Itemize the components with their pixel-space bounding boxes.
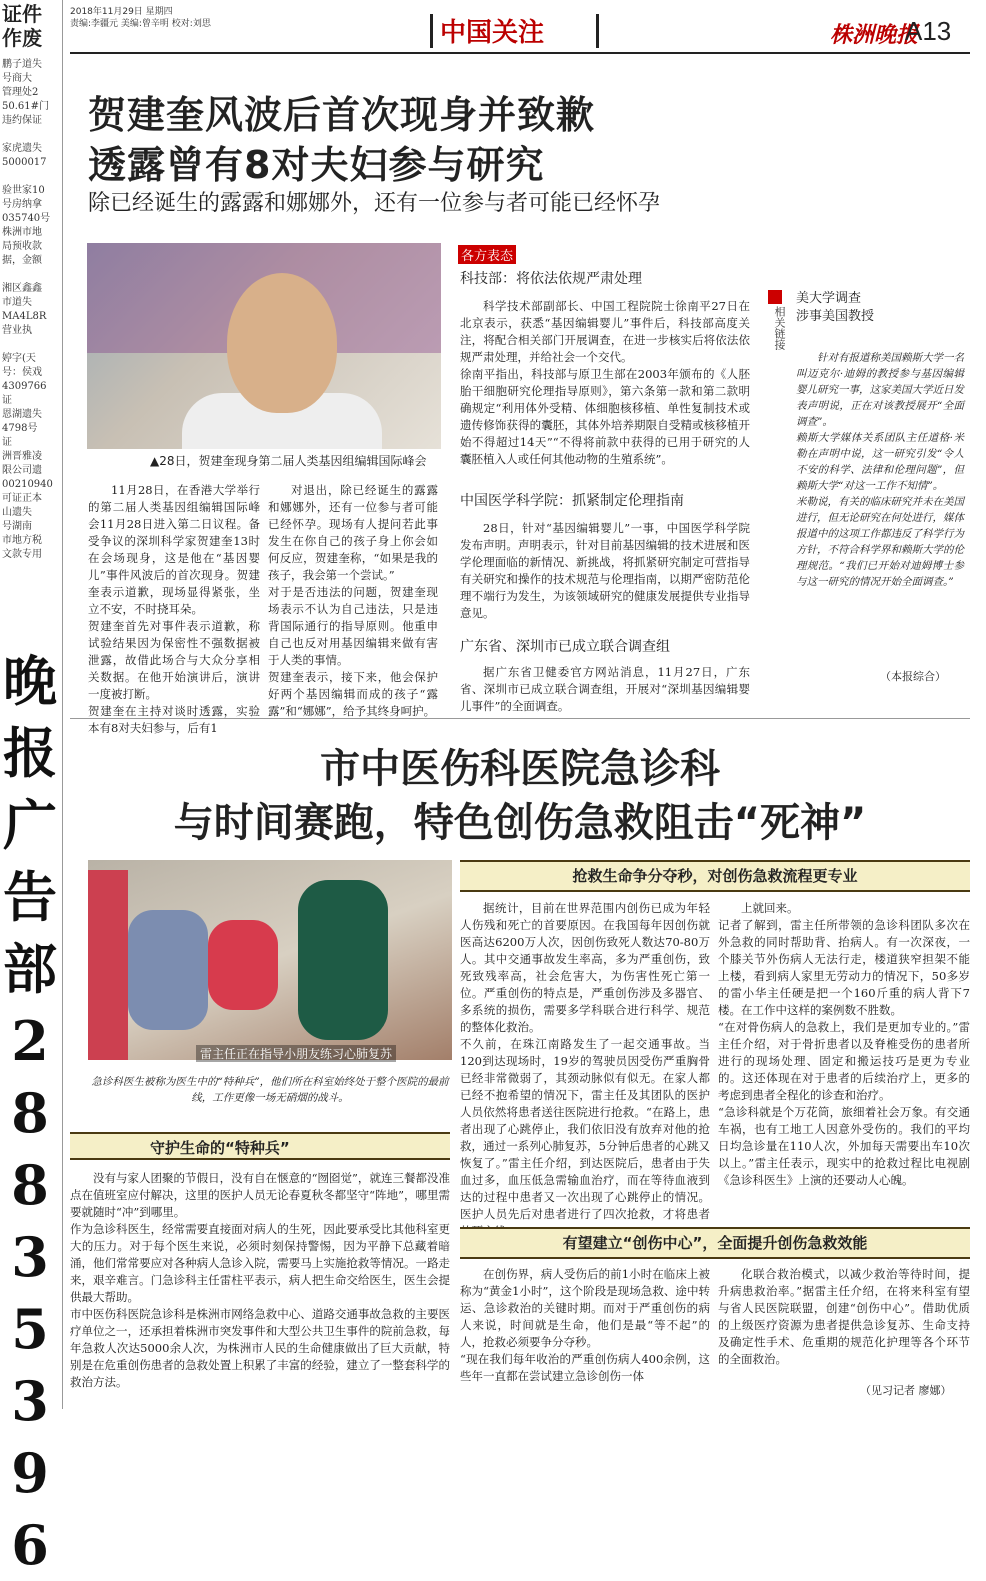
- story2-headline-line1: 市中医伤科医院急诊科: [320, 746, 720, 792]
- story2-mid-column-b: 在创伤界，病人受伤后的前1小时在临床上被称为“黄金1小时”，这个阶段是现场急救、途中转运、急诊救治的关键时期。而对于严重创伤的病人来说，时间就是生命，他们是最“等不起”的人，抢救必须要争分夺秒。 “现在我们每年收治的严重创伤病人400余例，这些年一直都在尝试建立急诊创伤一体: [460, 1267, 710, 1383]
- reaction3-heading: 广东省、深圳市已成立联合调查组: [460, 639, 670, 655]
- story2-section-banner-3: 守护生命的“特种兵”: [70, 1132, 450, 1160]
- ad-phone-vertical: 晚 报 广 告 部 2 8 8 3 5 3 9 6: [3, 649, 57, 1577]
- story2-section-banner-1: 抢救生命争分夺秒，对创伤急救流程更专业: [460, 860, 970, 892]
- issue-meta: 2018年11月29日 星期四 责编:李疆元 美编:曾辛明 校对:刘思: [70, 7, 211, 29]
- story1-photo-caption: ▲28日，贺建奎现身第二届人类基因组编辑国际峰会: [150, 454, 427, 468]
- story2-mid-column-a: 据统计，目前在世界范围内创伤已成为年轻人伤残和死亡的首要原因。在我国每年因创伤就医高达6200万人次，因创伤致死人数达70-80万人。其中交通事故发生率高，多为严重创伤，致死致残率高，社会危害大，为伤害性死亡第一位。严重创伤的特点是，严重创伤涉及多器官、多系统的损伤，需要多学科联合进行科学、规范的整体化救治。 不久前，在珠江南路发生了一起交通事故。当120到达现场时，19岁的驾驶员因受伤严重胸骨已经非常微弱了，其颈动脉似有似无。在家人都已经不抱希望的情况下，雷主任及其团队的医护人员依然将患者送往医院进行抢救。“在路上，患者出现了心跳停止，我们依旧没有放弃对他的抢救，通过一系列心肺复苏，5分钟后患者的心跳又恢复了。”雷主任介绍，到达医院后，患者由于失血过多，血压低急需输血治疗，而在等待血液到达的过程中患者又一次出现了心跳停止的情况。医护人员先后对患者进行了四次抢救，才将患者: [460, 901, 710, 1221]
- reaction2-heading: 中国医学科学院：抓紧制定伦理指南: [460, 493, 684, 509]
- notice-list: 鹏子道失 号商大 管理处2 50.61#门 违约保证 家虎遗失 5000017 验世家10 号房纳拿 035740号 株洲市地 局预收款 据，金额 湘区鑫鑫 市道失 MA4L8R 营业执 婷字(天 号：侯戏 4309766 证 恩湖遗失 4798号 证 洲晋雅凌 限公司遗 00210940 可证正本 山遗失 号湖南 市地方税 文款专用: [2, 59, 53, 560]
- page-number: A13: [905, 16, 952, 46]
- related-link-label: 相关链接: [773, 306, 786, 350]
- reactions-tag: 各方表态: [458, 245, 516, 264]
- story1-headline-line1: 贺建奎风波后首次现身并致歉: [88, 93, 596, 137]
- story1-headline: [88, 90, 595, 190]
- section-title: 中国关注: [440, 18, 545, 48]
- reaction1-text: 科学技术部副部长、中国工程院院士徐南平27日在北京表示，获悉“基因编辑婴儿”事件后，科技部高度关注，将配合相关部门开展调查，在进一步核实后将依法依规严肃处理，并给社会一个交代。 徐南平指出，科技部与原卫生部在2003年颁布的《人胚胎干细胞研究伦理指导原则》，第六条第一款和第二款明确规定“利用体外受精、体细胞核移植、单性复制技术或遗传修饰获得的囊胚，其体外培养期限自受精或核移植开始不得超过14天”“不得将前款中获得的已用于研究的人囊胚植入人或任何其他动物的生殖系统”。: [460, 299, 750, 466]
- story2-left-text: 没有与家人团聚的节假日，没有自在惬意的“囫囵觉”，就连三餐都没准点在值班室应付解决，这里的医护人员无论春夏秋冬都坚守“阵地”，哪里需要就随时“冲”到哪里。 作为急诊科医生，经常需要直接面对病人的生死，因此要承受比其他科室更大的压力。对于每个医生来说，必须时刻保持警惕，因为平静下总藏着暗涌，他们常常要应对各种病人急诊入院，需要马上实施抢救等情况。一路走来，艰辛难言。门急诊科主任雷柱平表示，病人把生命交给医生，医生会提供最大帮助。 市中医伤科医院急诊科是株洲市网络急救中心、道路交通事故急救的主要医疗单位之一，还承担着株洲市突发事件和大型公共卫生事件的院前急救，每年急救人次达5000余人次，为株洲市人民的生命健康做出了巨大贡献，特别是在危重创伤患者的急救处置上积累了丰富的经验，建立了一整套科学的救治方法。: [70, 1171, 450, 1389]
- story2-photo-note: 急诊科医生被称为医生中的“特种兵”，他们所在科室始终处于整个医院的最前线，工作更像一场无硝烟的战斗。: [91, 1076, 449, 1104]
- newspaper-logo: 株洲晚报: [830, 22, 919, 48]
- notice-title: 证件 作废: [2, 2, 42, 50]
- story2-credit: （见习记者 廖娜）: [860, 1384, 952, 1397]
- story1-photo: [87, 243, 441, 449]
- reaction1-heading: 科技部：将依法依规严肃处理: [460, 271, 642, 287]
- related-link-text: 针对有报道称美国赖斯大学一名叫迈克尔·迪姆的教授参与基因编辑婴儿研究一事，这家美国大学近日发表声明说，正在对该教授展开“全面调查”。 赖斯大学媒体关系团队主任道格·米勒在声明中说，这一研究引发“令人不安的科学、法律和伦理问题”，但赖斯大学“对这一工作不知情”。 米勒说，有关的临床研究并未在美国进行，但无论研究在何处进行，媒体报道中的这项工作都违反了科学行为方针，不符合科学界和赖斯大学的伦理规范。“我们已开始对迪姆博士参与这一研究的情况开始全面调查。”: [796, 352, 964, 588]
- story2-photo-caption: 雷主任正在指导小朋友练习心肺复苏: [196, 1045, 396, 1062]
- story2-right-column-a: 上就回来。 记者了解到，雷主任所带领的急诊科团队多次在外急救的同时帮助背、抬病人。有一次深夜，一个膝关节外伤病人无法行走，楼道狭窄担架不能上楼，看到病人家里无劳动力的情况下，50多岁的雷小华主任硬是把一个160斤重的病人背下7楼。在工作中这样的案例数不胜数。 “在对骨伤病人的急救上，我们是更加专业的。”雷主任介绍，对于骨折患者以及脊椎受伤的患者所进行的现场处理、固定和搬运技巧是更为专业的。这还体现在对于患者的后续治疗上，更多的考虑到患者全程化的诊查和治疗。 “急诊科就是个万花筒，旅细着社会万象。有交通车祸，也有工地工人因意外受伤的。我们的平均日均急诊量在110人次，外加每天需要出车10次以上。”雷主任表示，现实中的抢救过程比电视剧《急诊科医生》上演的还要动人心魄。: [718, 901, 970, 1187]
- story-divider: [70, 718, 970, 719]
- related-link-credit: （本报综合）: [880, 670, 946, 683]
- reaction3-text: 据广东省卫健委官方网站消息，11月27日，广东省、深圳市已成立联合调查组，开展对“深圳基因编辑婴儿事件”的全面调查。: [460, 665, 750, 713]
- story2-headline-line2: 与时间赛跑，特色创伤急救阻击“死神”: [173, 800, 867, 846]
- section-divider-right: [596, 14, 599, 48]
- related-link-icon: [768, 290, 782, 304]
- photo-figure-nurse: [298, 880, 388, 1040]
- story1-subhead: 除已经诞生的露露和娜娜外，还有一位参与者可能已经怀孕: [88, 191, 661, 216]
- story2-right-column-b: 化联合救治模式，以减少救治等待时间，提升病患救治率。”据雷主任介绍，在将来科室有望与省人民医院联盟，创建“创伤中心”。借助优质的上级医疗资源为患者提供急诊复苏、生命支持及确定性手术、危重期的规范化护理等各个环节的全面救治。: [718, 1267, 970, 1366]
- story1-column-2: 对退出，除已经诞生的露露和娜娜外，还有一位参与者可能已经怀孕。现场有人提问若此事发生在你自己的孩子身上你会如何反应，贺建奎称，“如果是我的孩子，我会第一个尝试。” 对于是否违法的问题，贺建奎现场表示不认为自己违法，只是违背国际通行的指导原则。他重申自己也反对用基因编辑来做有害于人类的事情。 贺建奎表示，接下来，他会保护好两个基因编辑而成的孩子“露露”和“娜娜”，给予其终身呵护。: [268, 483, 438, 718]
- story2-headline: [70, 742, 970, 850]
- story1-headline-line2: 透露曾有8对夫妇参与研究: [88, 143, 545, 187]
- header-rule: [70, 52, 970, 54]
- photo-figure-child: [208, 920, 278, 1010]
- story2-section-banner-2: 有望建立“创伤中心”，全面提升创伤急救效能: [460, 1227, 970, 1259]
- photo-figure-head: [227, 273, 337, 413]
- story2-photo: [88, 860, 452, 1060]
- photo-figure-left: [88, 870, 128, 1060]
- section-divider-left: [430, 14, 433, 48]
- reaction2-text: 28日，针对“基因编辑婴儿”一事，中国医学科学院发布声明。声明表示，针对目前基因编辑的技术进展和医学伦理面临的新情况、新挑战，将抓紧研究制定可营指导有关研究和操作的技术规范与伦理指南，以期严密防范伦理不端行为发生，为该领域研究的健康发展提供专业指导意见。: [460, 521, 750, 620]
- related-link-heading: 美大学调查 涉事美国教授: [796, 291, 875, 324]
- left-notice-strip: [0, 0, 63, 1577]
- story1-column-1: 11月28日，在香港大学举行的第二届人类基因组编辑国际峰会11月28日进入第二日议程。备受争议的深圳科学家贺建奎13时在会场现身，这是他在“基因婴儿”事件风波后的首次现身。贺建奎表示道歉，现场显得紧张，坐立不安，不时挠耳朵。 贺建奎首先对事件表示道歉，称试验结果因为保密性不强数据被泄露，故借此场合与大众分享相关数据。在他开始演讲后，演讲一度被打断。 贺建奎在主持对谈时透露，实验本有8对夫妇参与，后有1: [88, 483, 260, 735]
- photo-figure-doctor: [128, 910, 208, 1030]
